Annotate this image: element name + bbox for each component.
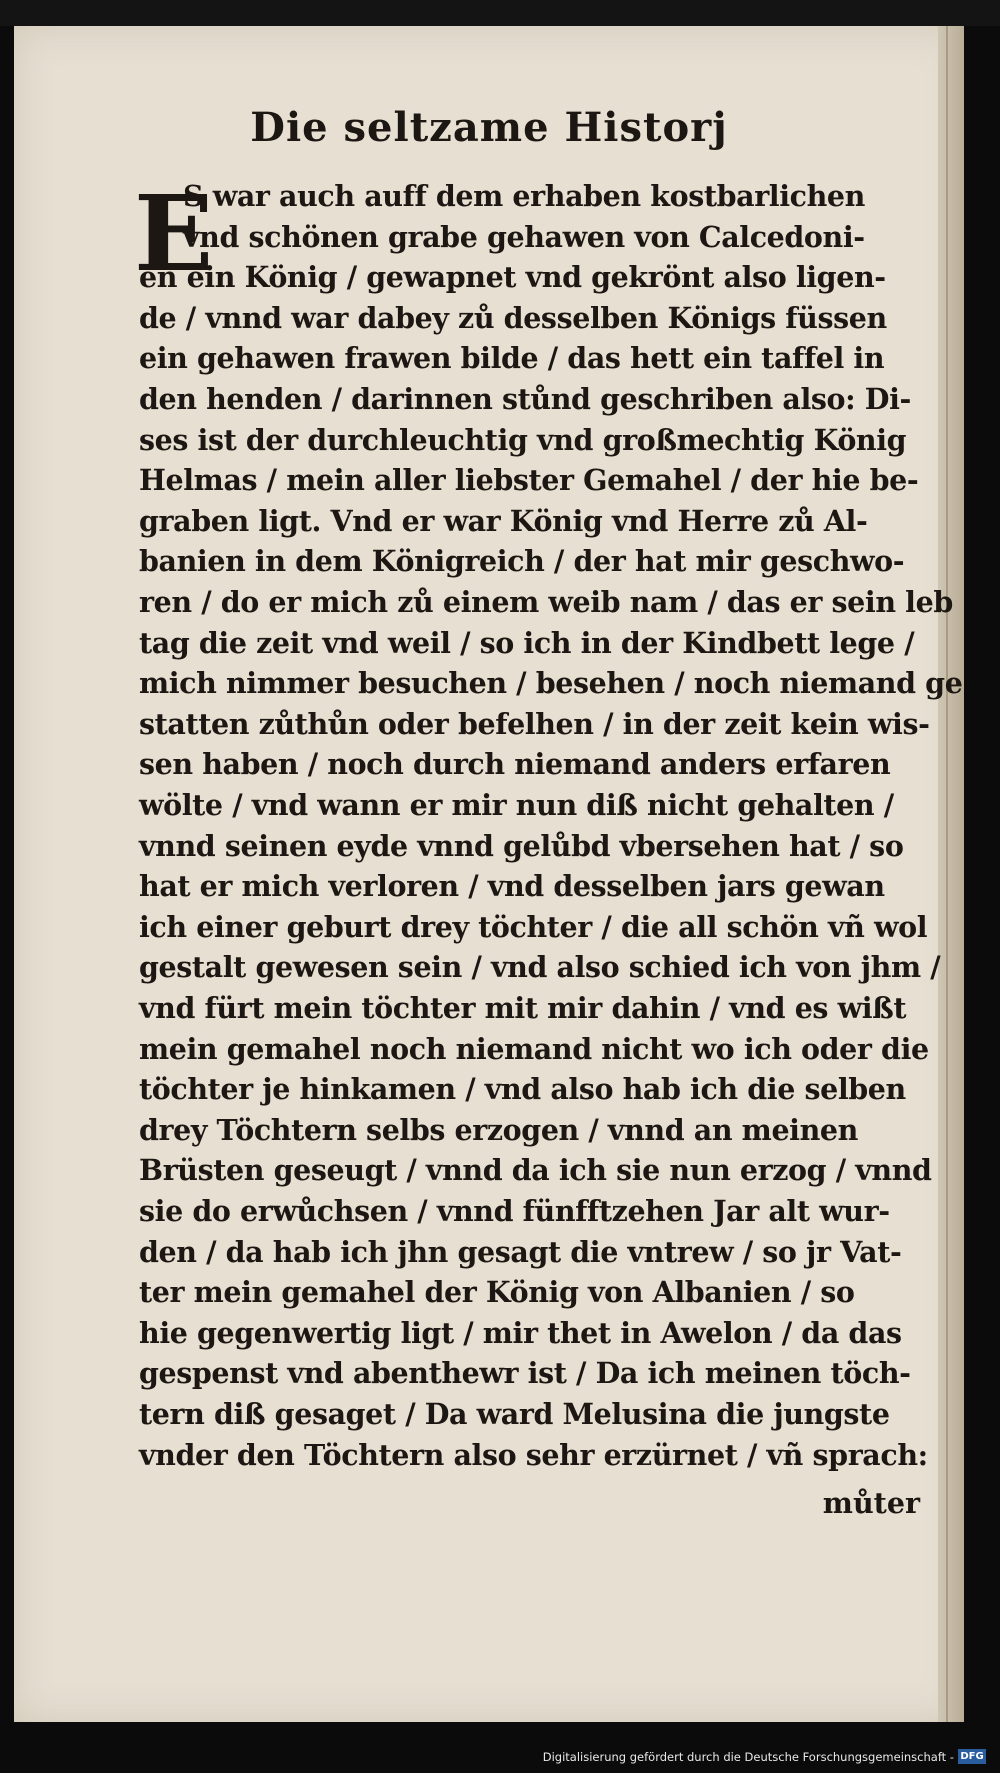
text-line: sen haben / noch durch niemand anders erfaren <box>139 747 891 782</box>
scan-top-border <box>0 0 1000 26</box>
catchword: můter <box>822 1486 920 1520</box>
text-line: banien in dem Königreich / der hat mir geschwo- <box>139 544 905 579</box>
book-page <box>14 26 964 1722</box>
text-line: ein gehawen frawen bilde / das hett ein taffel in <box>139 341 885 376</box>
text-line: Helmas / mein aller liebster Gemahel / der hie be- <box>139 463 919 498</box>
text-line: hie gegenwertig ligt / mir thet in Awelon / da das <box>139 1315 902 1350</box>
text-line: den / da hab ich jhn gesagt die vntrew / so jr Vat- <box>139 1234 902 1269</box>
text-line: wölte / vnd wann er mir nun diß nicht gehalten / <box>139 788 894 822</box>
dfg-logo-icon: DFG <box>958 1749 986 1764</box>
text-line: hat er mich verloren / vnd desselben jars gewan <box>139 869 885 904</box>
text-line: gespenst vnd abenthewr ist / Da ich meinen töch- <box>139 1356 911 1391</box>
digitization-credit: Digitalisierung gefördert durch die Deutsche Forschungsgemeinschaft - <box>542 1750 954 1764</box>
text-line: drey Töchtern selbs erzogen / vnnd an meinen <box>139 1112 858 1147</box>
text-line: mein gemahel noch niemand nicht wo ich oder die <box>139 1031 929 1066</box>
text-line: tag die zeit vnd weil / so ich in der Kindbett lege / <box>139 625 915 660</box>
text-line: vnder den Töchtern also sehr erzürnet / vñ sprach: <box>139 1437 928 1472</box>
text-line: mich nimmer besuchen / besehen / noch niemand ge <box>139 666 963 701</box>
page-edge <box>938 26 964 1722</box>
text-line: den henden / darinnen stůnd geschriben also: Di- <box>139 382 911 416</box>
text-line: en ein König / gewapnet vnd gekrönt also ligen- <box>139 260 886 295</box>
text-line: ich einer geburt drey töchter / die all schön vñ wol <box>139 909 928 944</box>
running-head: Die seltzame Historj <box>250 104 728 151</box>
text-line: de / vnnd war dabey zů desselben Königs füssen <box>139 300 887 335</box>
text-line: ter mein gemahel der König von Albanien / so <box>139 1275 855 1310</box>
text-line: ren / do er mich zů einem weib nam / das er sein leb <box>139 585 953 619</box>
text-line: vnd schönen grabe gehawen von Calcedoni- <box>183 219 865 254</box>
text-line: S war auch auff dem erhaben kostbarlichen <box>183 179 865 213</box>
text-line: statten zůthůn oder befelhen / in der zeit kein wis- <box>139 706 930 741</box>
text-line: töchter je hinkamen / vnd also hab ich die selben <box>139 1072 906 1107</box>
text-line: vnd fürt mein töchter mit mir dahin / vnd es wißt <box>139 991 907 1025</box>
text-line: gestalt gewesen sein / vnd also schied ich von jhm / <box>139 950 941 985</box>
text-line: tern diß gesaget / Da ward Melusina die jungste <box>139 1397 890 1431</box>
text-line: Brüsten geseugt / vnnd da ich sie nun erzog / vnnd <box>139 1153 932 1188</box>
page-edge-line <box>946 26 948 1722</box>
scan-footer <box>0 1722 1000 1773</box>
text-line: vnnd seinen eyde vnnd gelůbd vbersehen hat / so <box>139 828 904 863</box>
text-line: ses ist der durchleuchtig vnd großmechtig König <box>139 422 907 457</box>
text-line: sie do erwůchsen / vnnd fünfftzehen Jar alt wur- <box>139 1194 890 1228</box>
initial-letter: E <box>134 172 214 295</box>
text-line: graben ligt. Vnd er war König vnd Herre zů Al- <box>139 503 868 538</box>
